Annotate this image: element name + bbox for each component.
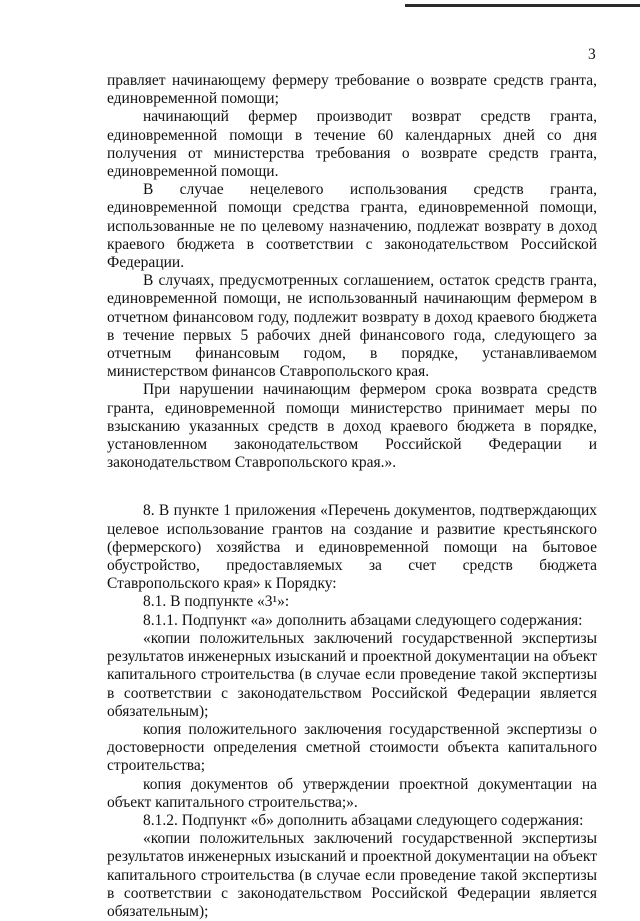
paragraph-refund-term: начинающий фермер производит возврат средств гранта, единовременной помощи в течение 60 календарных дней со дня получения от министерства требования о возврате средств гранта, единовременной помощи.: [107, 108, 597, 181]
paragraph-remaining-funds: В случаях, предусмотренных соглашением, остаток средств гранта, единовременной помощи, не использованный начинающим фермером в отчетном финансовом году, подлежит возврату в доход краевого бюджета в течение первых 5 рабочих дней финансового года, следующего за отчетным финансовым годом, в порядке, устанавливаемом министерством финансов Ставропольского края.: [107, 272, 597, 381]
paragraph-item-8-1: 8.1. В подпункте «3¹»:: [143, 593, 290, 611]
top-edge-rule: [405, 4, 640, 7]
paragraph-estimate-conclusion: копия положительного заключения государственной экспертизы о достоверности определения сметной стоимости объекта капитального строительства;: [107, 720, 597, 775]
document-body: [107, 72, 597, 921]
paragraph-item-8-1-1: 8.1.1. Подпункт «а» дополнить абзацами следующего содержания:: [143, 611, 583, 629]
page-number: 3: [588, 46, 596, 63]
paragraph-expertise-copies-b: «копии положительных заключений государственной экспертизы результатов инженерных изысканий и проектной документации на объект капитального строительства (в случае если проведение такой экспертизы в соответствии с законодательством Российской Федерации является обязательным);: [107, 830, 597, 920]
paragraph-misuse: В случае нецелевого использования средств гранта, единовременной помощи средства гранта, единовременной помощи, использованные не по целевому назначению, подлежат возврату в доход краевого бюджета в соответствии с законодательством Российской Федерации.: [107, 181, 597, 272]
paragraph-violation: При нарушении начинающим фермером срока возврата средств гранта, единовременной помощи министерство принимает меры по взысканию указанных средств в доход краевого бюджета в порядке, установленном законодательством Российской Федерации и законодательством Ставропольского края.».: [107, 381, 597, 472]
paragraph-item-8: 8. В пункте 1 приложения «Перечень документов, подтверждающих целевое использование грантов на создание и развитие крестьянского (фермерского) хозяйства и единовременной помощи на бытовое обустройство, предоставляемых за счет средств бюджета Ставропольского края» к Порядку:: [107, 502, 597, 593]
paragraph-continuation: правляет начинающему фермеру требование о возврате средств гранта, единовременной помощи;: [107, 72, 597, 108]
paragraph-approval-documents: копия документов об утверждении проектной документации на объект капитального строительства;».: [107, 775, 597, 811]
paragraph-expertise-copies-a: «копии положительных заключений государственной экспертизы результатов инженерных изысканий и проектной документации на объект капитального строительства (в случае если проведение такой экспертизы в соответствии с законодательством Российской Федерации является обязательным);: [107, 629, 597, 720]
paragraph-item-8-1-2: 8.1.2. Подпункт «б» дополнить абзацами следующего содержания:: [143, 811, 584, 829]
